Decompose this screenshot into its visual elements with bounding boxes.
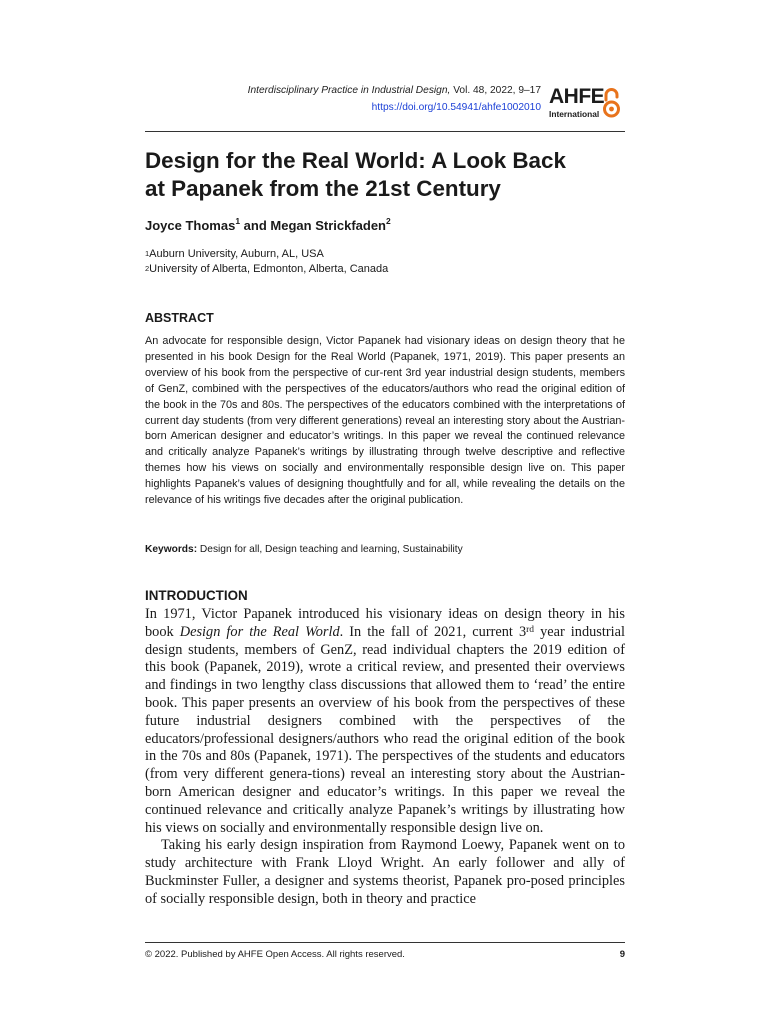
journal-volume: Vol. 48, 2022, 9–17 <box>450 85 541 96</box>
keywords-text: Design for all, Design teaching and learning, Sustainability <box>197 544 463 555</box>
title-line-2: at Papanek from the 21st Century <box>145 176 501 201</box>
footer-divider <box>145 942 625 943</box>
affiliation-mark: 1 <box>145 249 150 258</box>
paragraph: Taking his early design inspiration from Raymond Loewy, Papanek went on to study architecture with Frank Lloyd Wright. An early follower and ally of Buckminster Fuller, a designer and systems theorist, Papanek pro-posed principles of socially responsible design, both in theory and practice <box>145 837 625 907</box>
affiliation-mark: 1 <box>235 216 241 226</box>
journal-citation <box>248 84 541 116</box>
header-divider <box>145 131 625 132</box>
ordinal-suffix: rd <box>526 624 535 635</box>
affiliation-text: University of Alberta, Edmonton, Alberta, Canada <box>149 263 389 275</box>
logo-subtitle: International <box>549 109 600 119</box>
abstract-heading: ABSTRACT <box>145 311 214 325</box>
affiliation-mark: 2 <box>386 216 391 226</box>
author-name: Megan Strickfaden <box>270 218 386 233</box>
affiliation <box>145 262 388 277</box>
ahfe-logo <box>545 85 625 121</box>
logo-wordmark: AHFE <box>549 85 605 108</box>
author-name: Joyce Thomas <box>145 218 236 233</box>
page-number: 9 <box>619 949 625 960</box>
affiliation-mark: 2 <box>145 264 150 273</box>
journal-header <box>145 84 625 124</box>
paper-title <box>145 147 625 203</box>
page-footer <box>145 949 625 960</box>
keywords-label: Keywords: <box>145 544 198 555</box>
paragraph-text: . In the fall of 2021, current 3 <box>339 623 527 640</box>
copyright-notice: © 2022. Published by AHFE Open Access. All rights reserved. <box>145 949 405 960</box>
paragraph-text: In 1971, Victor Papanek introduced his visionary ideas on design theory in his book <box>145 606 625 640</box>
paragraph-text: year industrial design students, members of GenZ, read individual chapters the 2019 edition of this book (Papanek, 2019), wrote a critical review, and presented their overviews and findings in two lengthy class discussions that allowed them to ‘read’ the entire book. This paper presents an overview of his book from the perspectives of these future industrial designers combined with the perspectives of the educators/professional designers/authors who read the original edition of the book in the 70s and 80s (Papanek, 1971). The perspectives of the students and educators (from very different genera-tions) reveal an interesting story about the Austrian-born American designer and educator’s writings. In this paper we reveal the continued relevance and critically analyze Papanek’s writings by illustrating how his views on socially and environmentally responsible design live on. <box>145 623 625 836</box>
paragraph <box>145 606 625 837</box>
affiliation <box>145 247 388 262</box>
book-title: Design for the Real World <box>179 623 340 640</box>
introduction-body <box>145 606 625 909</box>
keywords <box>145 544 625 555</box>
abstract-body: An advocate for responsible design, Victor Papanek had visionary ideas on design theory that he presented in his book Design for the Real World (Papanek, 1971, 2019). This paper presents an overview of his book from the perspective of cur-rent 3rd year industrial design students, members of GenZ, combined with the perspectives of the educators/authors who read the original edition of the book in the 70s and 80s. The perspectives of the educators combined with the interpretations of current day students (from very different generations) reveal an interesting story about the Austrian-born American designer and educator’s writings. In this paper we reveal the continued relevance and critically analyze Papanek’s writings by illustrating through twelve descriptive and reflective themes how his views on socially and environmentally responsible design live on. This paper highlights Papanek’s values of designing thoughtfully and for all, while revealing the details on the relevance of his writings five decades after the original publication. <box>145 335 625 507</box>
title-line-1: Design for the Real World: A Look Back <box>145 148 566 173</box>
affiliations <box>145 247 388 277</box>
journal-name: Interdisciplinary Practice in Industrial Design, <box>247 85 451 96</box>
open-access-icon <box>603 87 620 119</box>
journal-line <box>248 84 541 98</box>
doi-link[interactable]: https://doi.org/10.54941/ahfe1002010 <box>371 102 541 113</box>
author-connector: and <box>240 218 271 233</box>
affiliation-text: Auburn University, Auburn, AL, USA <box>149 248 324 260</box>
author-list <box>145 218 391 233</box>
introduction-heading: INTRODUCTION <box>145 588 248 603</box>
